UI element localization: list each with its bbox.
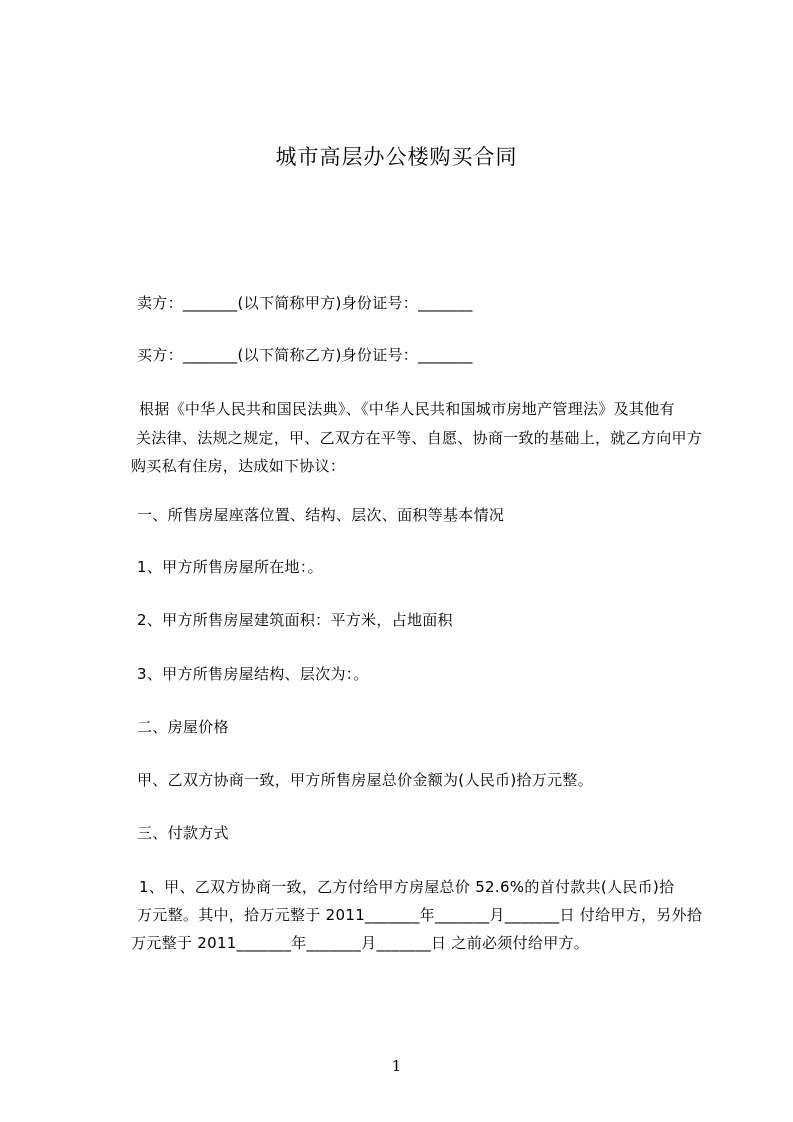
section2-text: 甲、乙双方协商一致，甲方所售房屋总价金额为(人民币)拾万元整。 — [137, 771, 594, 789]
section1-item-1: 1、甲方所售房屋所在地：。 — [137, 558, 323, 576]
preamble-line-1: 根据《中华人民共和国民法典》、《中华人民共和国城市房地产管理法》及其他有 — [139, 400, 675, 418]
section3-heading: 三、付款方式 — [137, 824, 229, 842]
section2-heading: 二、房屋价格 — [137, 718, 229, 736]
section3-line-1: 1、甲、乙双方协商一致，乙方付给甲方房屋总价 52.6%的首付款共(人民币)拾 — [139, 878, 675, 896]
section3-line-3: 万元整于 2011_______年_______月_______日 之前必须付给甲方。 — [131, 934, 590, 952]
document-title: 城市高层办公楼购买合同 — [275, 145, 518, 169]
buyer-line: 买方：_______(以下简称乙方)身份证号：_______ — [137, 346, 473, 364]
section1-item-3: 3、甲方所售房屋结构、层次为：。 — [137, 665, 369, 683]
preamble-line-2: 关法律、法规之规定，甲、乙双方在平等、自愿、协商一致的基础上，就乙方向甲方 — [136, 429, 703, 447]
page-number: 1 — [391, 1057, 402, 1075]
section1-heading: 一、所售房屋座落位置、结构、层次、面积等基本情况 — [137, 506, 505, 524]
section3-line-2: 万元整。其中，拾万元整于 2011_______年_______月_______日 付给甲方，另外拾 — [137, 906, 703, 924]
seller-line: 卖方：_______(以下简称甲方)身份证号：_______ — [137, 294, 473, 312]
section1-item-2: 2、甲方所售房屋建筑面积：平方米，占地面积 — [137, 611, 453, 629]
preamble-line-3: 购买私有住房，达成如下协议： — [131, 457, 346, 475]
